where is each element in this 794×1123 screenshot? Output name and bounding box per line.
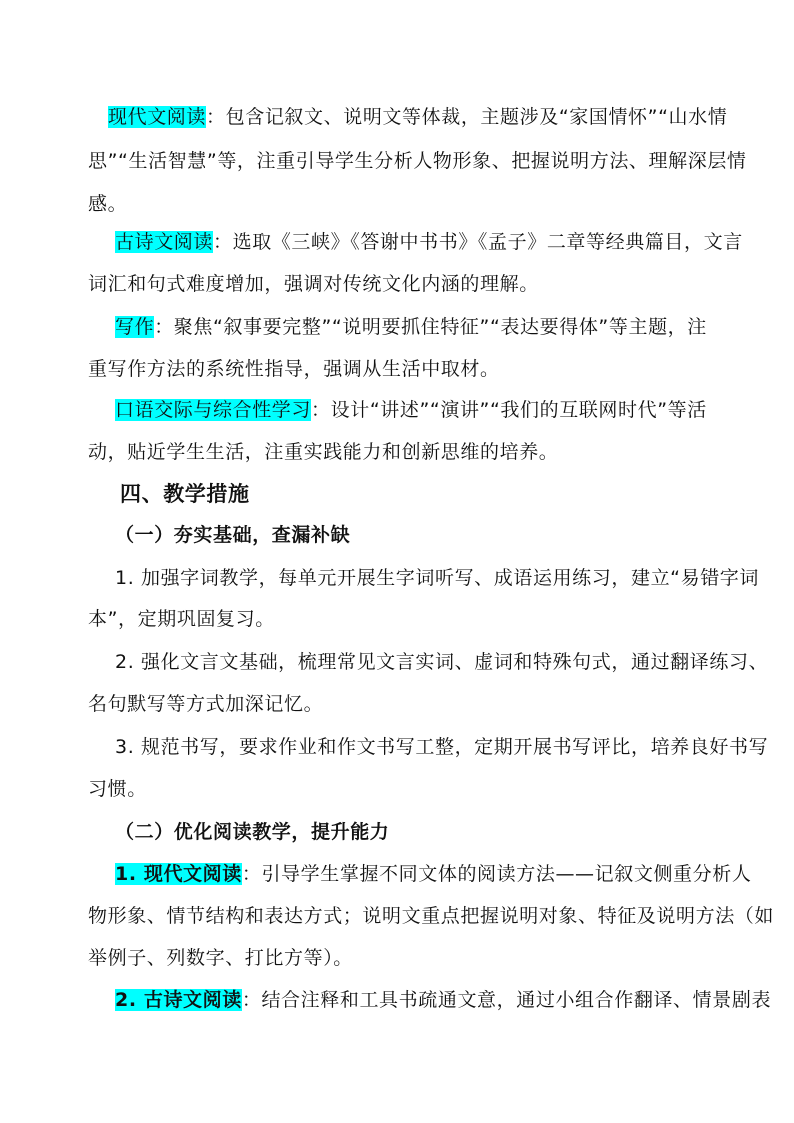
sub2-item-1-line-1 — [115, 862, 751, 886]
classical-reading-line-1 — [115, 230, 743, 254]
writing-line-1 — [115, 315, 707, 339]
modern-reading-text-1: ：包含记叙文、说明文等体裁，主题涉及“家国情怀”“山水情 — [206, 106, 728, 128]
oral-label: 口语交际与综合性学习 — [115, 399, 312, 421]
sub2-item-1-line-2: 物形象、情节结构和表达方式；说明文重点把握说明对象、特征及说明方法（如 — [88, 905, 775, 927]
writing-label: 写作 — [115, 316, 155, 338]
sub1-item-1-line-1: 1. 加强字词教学，每单元开展生字词听写、成语运用练习，建立“易错字词 — [115, 567, 760, 589]
sub2-item-2-text-1: ：结合注释和工具书疏通文意，通过小组合作翻译、情景剧表 — [241, 989, 772, 1011]
sub1-item-3-line-1: 3. 规范书写，要求作业和作文书写工整，定期开展书写评比，培养良好书写 — [115, 736, 769, 758]
writing-text-1: ：聚焦“叙事要完整”“说明要抓住特征”“表达要得体”等主题，注 — [154, 316, 707, 338]
subsection-1-heading: （一）夯实基础，查漏补缺 — [115, 524, 351, 546]
classical-reading-label: 古诗文阅读 — [115, 231, 214, 253]
sub1-item-2-line-2: 名句默写等方式加深记忆。 — [88, 693, 324, 715]
oral-text-1: ：设计“讲述”“演讲”“我们的互联网时代”等活 — [311, 399, 707, 421]
oral-line-1 — [115, 398, 707, 422]
modern-reading-line-1 — [108, 105, 727, 129]
sub2-item-2-label: 2. 古诗文阅读 — [115, 989, 242, 1011]
sub1-item-1-line-2: 本”，定期巩固复习。 — [88, 608, 275, 630]
writing-line-2: 重写作方法的系统性指导，强调从生活中取材。 — [88, 358, 500, 380]
sub2-item-1-label: 1. 现代文阅读 — [115, 863, 242, 885]
section-heading: 四、教学措施 — [120, 482, 250, 506]
sub2-item-1-line-3: 举例子、列数字、打比方等）。 — [88, 947, 353, 969]
sub1-item-2-line-1: 2. 强化文言文基础，梳理常见文言实词、虚词和特殊句式，通过翻译练习、 — [115, 651, 769, 673]
modern-reading-label: 现代文阅读 — [108, 106, 207, 128]
classical-reading-text-1: ：选取《三峡》《答谢中书书》《孟子》二章等经典篇目，文言 — [213, 231, 743, 253]
sub2-item-2-line-1 — [115, 988, 771, 1012]
sub2-item-1-text-1: ：引导学生掌握不同文体的阅读方法——记叙文侧重分析人 — [241, 863, 752, 885]
modern-reading-line-3: 感。 — [88, 193, 128, 215]
oral-line-2: 动，贴近学生生活，注重实践能力和创新思维的培养。 — [88, 441, 559, 463]
sub1-item-3-line-2: 习惯。 — [88, 778, 147, 800]
subsection-2-heading: （二）优化阅读教学，提升能力 — [115, 821, 390, 843]
modern-reading-line-2: 思”“生活智慧”等，注重引导学生分析人物形象、把握说明方法、理解深层情 — [88, 150, 747, 172]
classical-reading-line-2: 词汇和句式难度增加，强调对传统文化内涵的理解。 — [88, 273, 539, 295]
